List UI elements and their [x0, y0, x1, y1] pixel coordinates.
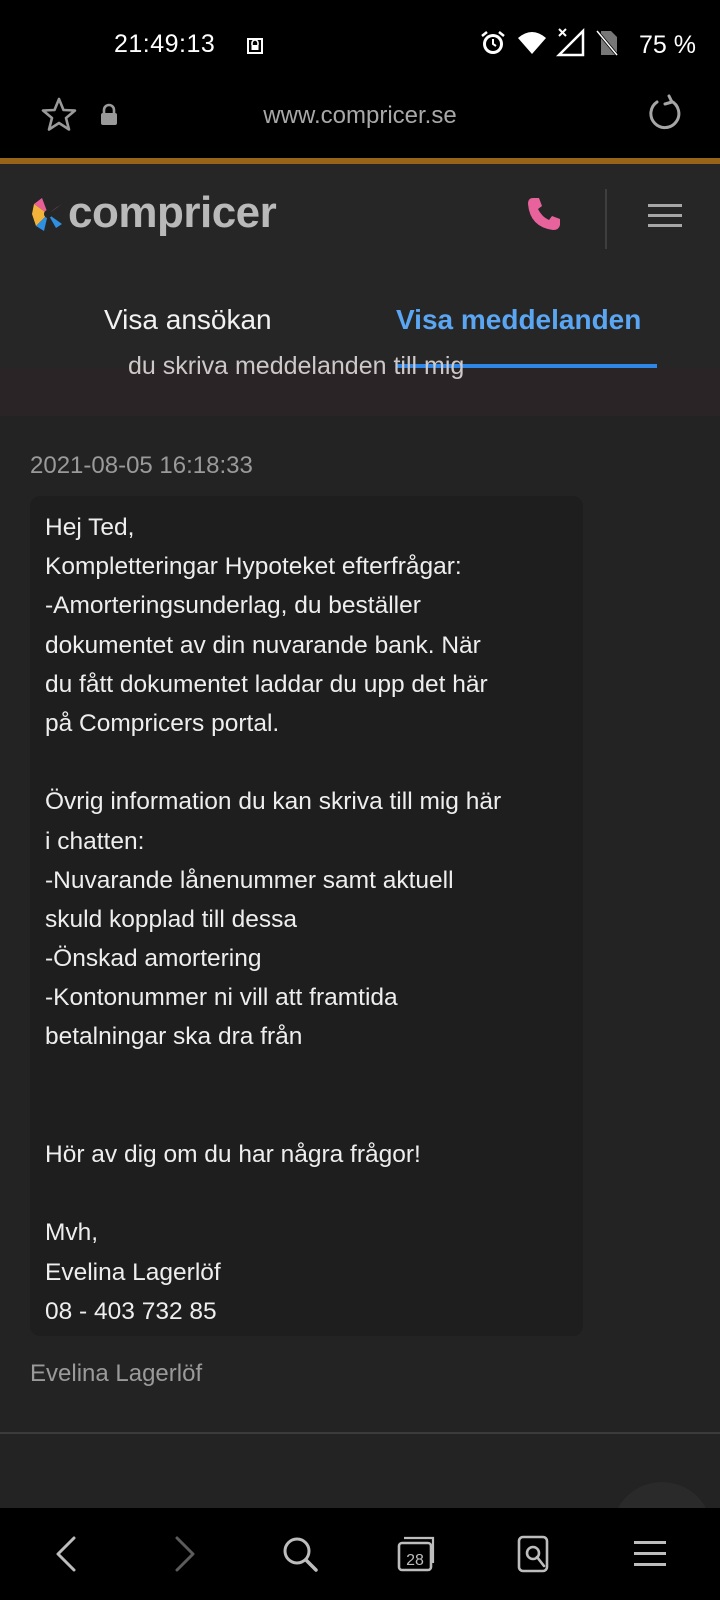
- message-line: Evelina Lagerlöf: [45, 1258, 221, 1286]
- message-line: Övrig information du kan skriva till mig här: [45, 788, 502, 816]
- reader-icon[interactable]: [506, 1526, 562, 1582]
- message-line: [45, 1096, 575, 1135]
- tab-count: 28: [406, 1552, 424, 1569]
- url-text[interactable]: www.compricer.se: [263, 102, 457, 129]
- battery-percentage: 75 %: [639, 30, 696, 59]
- status-icons: [479, 28, 696, 62]
- tab-visa-meddelanden[interactable]: Visa meddelanden: [396, 304, 642, 335]
- message-line: Hej Ted,: [45, 514, 135, 541]
- star-icon[interactable]: [40, 96, 78, 139]
- tab-visa-ansokan[interactable]: Visa ansökan: [104, 304, 272, 335]
- message-author: Evelina Lagerlöf: [30, 1360, 203, 1387]
- wifi-icon: [517, 30, 547, 61]
- menu-icon[interactable]: [622, 1526, 678, 1582]
- search-icon[interactable]: [272, 1526, 328, 1582]
- message-line: -Kontonummer ni vill att framtida: [45, 984, 398, 1012]
- message-line: -Önskad amortering: [45, 945, 262, 973]
- content-divider: [0, 1432, 720, 1434]
- padlock-icon: [98, 102, 120, 133]
- message-line: [45, 1174, 575, 1213]
- message-line: -Nuvarande lånenummer samt aktuell: [45, 866, 454, 894]
- header-divider: [605, 189, 607, 249]
- bottom-navigation: [0, 1508, 720, 1600]
- reload-icon[interactable]: [644, 94, 684, 139]
- logo-text[interactable]: compricer: [68, 188, 277, 237]
- message-timestamp: 2021-08-05 16:18:33: [30, 452, 253, 479]
- message-line: skuld kopplad till dessa: [45, 905, 297, 933]
- no-sim-icon: [595, 29, 619, 62]
- status-time: 21:49:13: [114, 30, 216, 58]
- back-icon[interactable]: [38, 1526, 94, 1582]
- message-line: Hör av dig om du har några frågor!: [45, 1141, 421, 1168]
- message-line: i chatten:: [45, 827, 145, 855]
- message-line: du fått dokumentet laddar du upp det här: [45, 670, 488, 698]
- alarm-icon: [479, 29, 507, 62]
- logo-mark-icon[interactable]: [30, 194, 66, 239]
- previous-message-text: du skriva meddelanden till mig: [128, 352, 465, 380]
- message-line: på Compricers portal.: [45, 709, 280, 737]
- message-line: 08 - 403 732 85: [45, 1297, 217, 1325]
- lock-icon: [244, 34, 266, 61]
- status-bar: [0, 0, 720, 92]
- message-line: betalningar ska dra från: [45, 1023, 303, 1051]
- message-line: -Amorteringsunderlag, du beställer: [45, 592, 421, 620]
- browser-address-bar: [0, 92, 720, 158]
- phone-icon[interactable]: [524, 194, 564, 239]
- message-line: [45, 1057, 575, 1096]
- message-body: [45, 508, 575, 1331]
- message-line: Mvh,: [45, 1219, 99, 1247]
- tabs-icon[interactable]: [388, 1526, 444, 1582]
- hamburger-menu-icon[interactable]: [648, 202, 684, 235]
- message-line: [45, 743, 575, 782]
- message-line: Kompletteringar Hypoteket efterfrågar:: [45, 553, 462, 581]
- signal-icon: [557, 29, 585, 62]
- forward-icon[interactable]: [157, 1526, 213, 1582]
- message-line: dokumentet av din nuvarande bank. När: [45, 631, 481, 659]
- previous-message: [0, 352, 720, 416]
- site-header: [0, 164, 720, 284]
